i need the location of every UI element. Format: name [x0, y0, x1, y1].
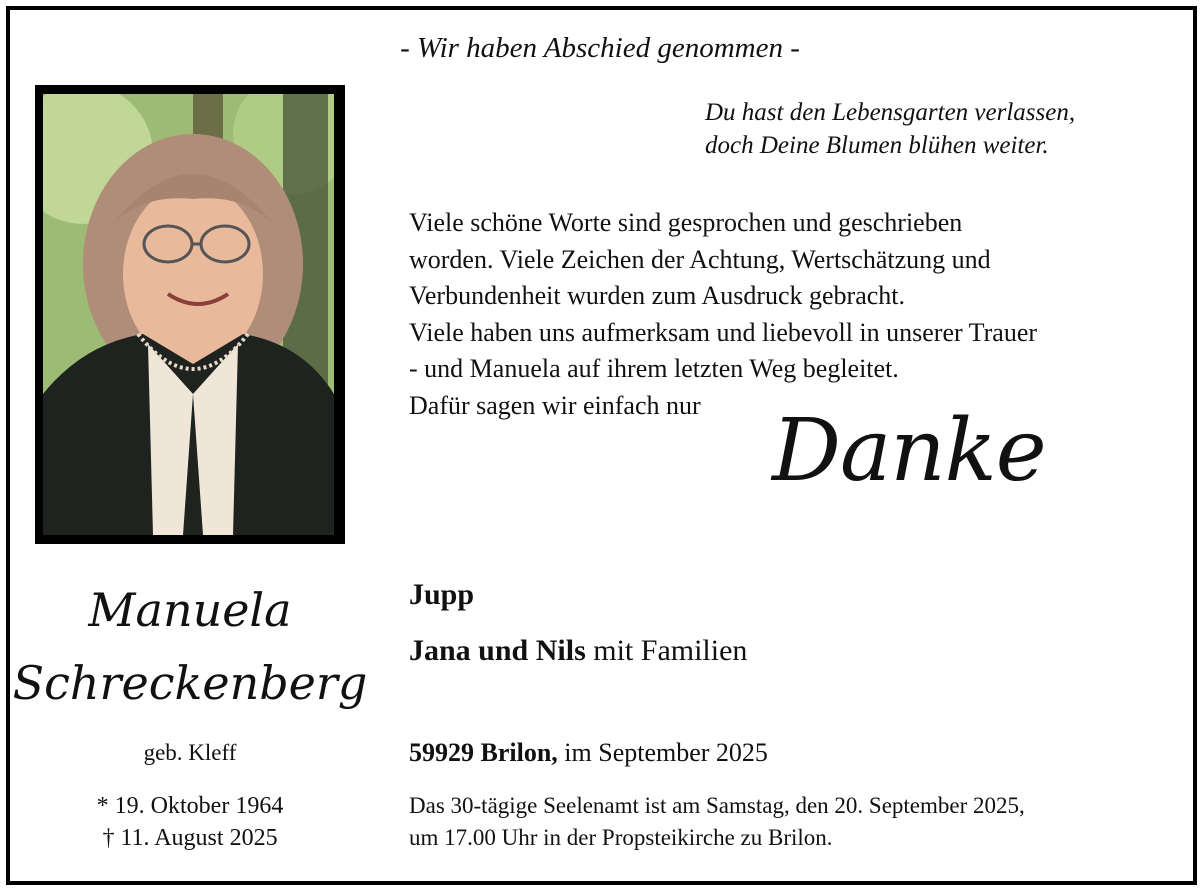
body-line: Viele haben uns aufmerksam und liebevoll in unserer Trauer: [409, 317, 1038, 347]
death-date: † 11. August 2025: [102, 825, 278, 851]
mass-line: Das 30-tägige Seelenamt ist am Samstag, den 20. September 2025,: [409, 793, 1025, 818]
family-spouse: Jupp: [409, 578, 475, 611]
children-names: Jana und Nils: [409, 634, 586, 667]
deceased-first-name: Manuela: [88, 583, 292, 637]
place-date: [409, 738, 768, 768]
header-text: - Wir haben Abschied genommen -: [400, 32, 800, 64]
place-name: 59929 Brilon,: [409, 738, 558, 767]
portrait-photo: [43, 94, 334, 535]
family-children: [409, 634, 747, 668]
place-month: im September 2025: [557, 738, 768, 767]
body-line: Dafür sagen wir einfach nur: [409, 390, 701, 420]
mass-line: um 17.00 Uhr in der Propsteikirche zu Brilon.: [409, 825, 833, 850]
motto-quote: [705, 96, 1075, 162]
deceased-last-name: Schreckenberg: [12, 656, 368, 710]
children-suffix: mit Familien: [585, 634, 748, 667]
motto-line: doch Deine Blumen blühen weiter.: [705, 132, 1049, 159]
birth-date: * 19. Oktober 1964: [96, 793, 284, 819]
birth-name: geb. Kleff: [143, 740, 237, 765]
danke-script: Danke: [772, 401, 1046, 501]
portrait-illustration: [43, 94, 334, 535]
body-line: Viele schöne Worte sind gesprochen und geschrieben: [409, 208, 963, 237]
portrait-frame: [35, 85, 345, 544]
thank-you-text: [409, 205, 1037, 424]
memorial-mass-info: [409, 790, 1025, 854]
body-line: Verbundenheit wurden zum Ausdruck gebracht.: [409, 281, 906, 310]
motto-line: Du hast den Lebensgarten verlassen,: [705, 99, 1076, 126]
life-dates: [0, 790, 380, 854]
body-line: worden. Viele Zeichen der Achtung, Wertschätzung und: [409, 244, 991, 274]
body-line: - und Manuela auf ihrem letzten Weg begleitet.: [409, 354, 899, 383]
